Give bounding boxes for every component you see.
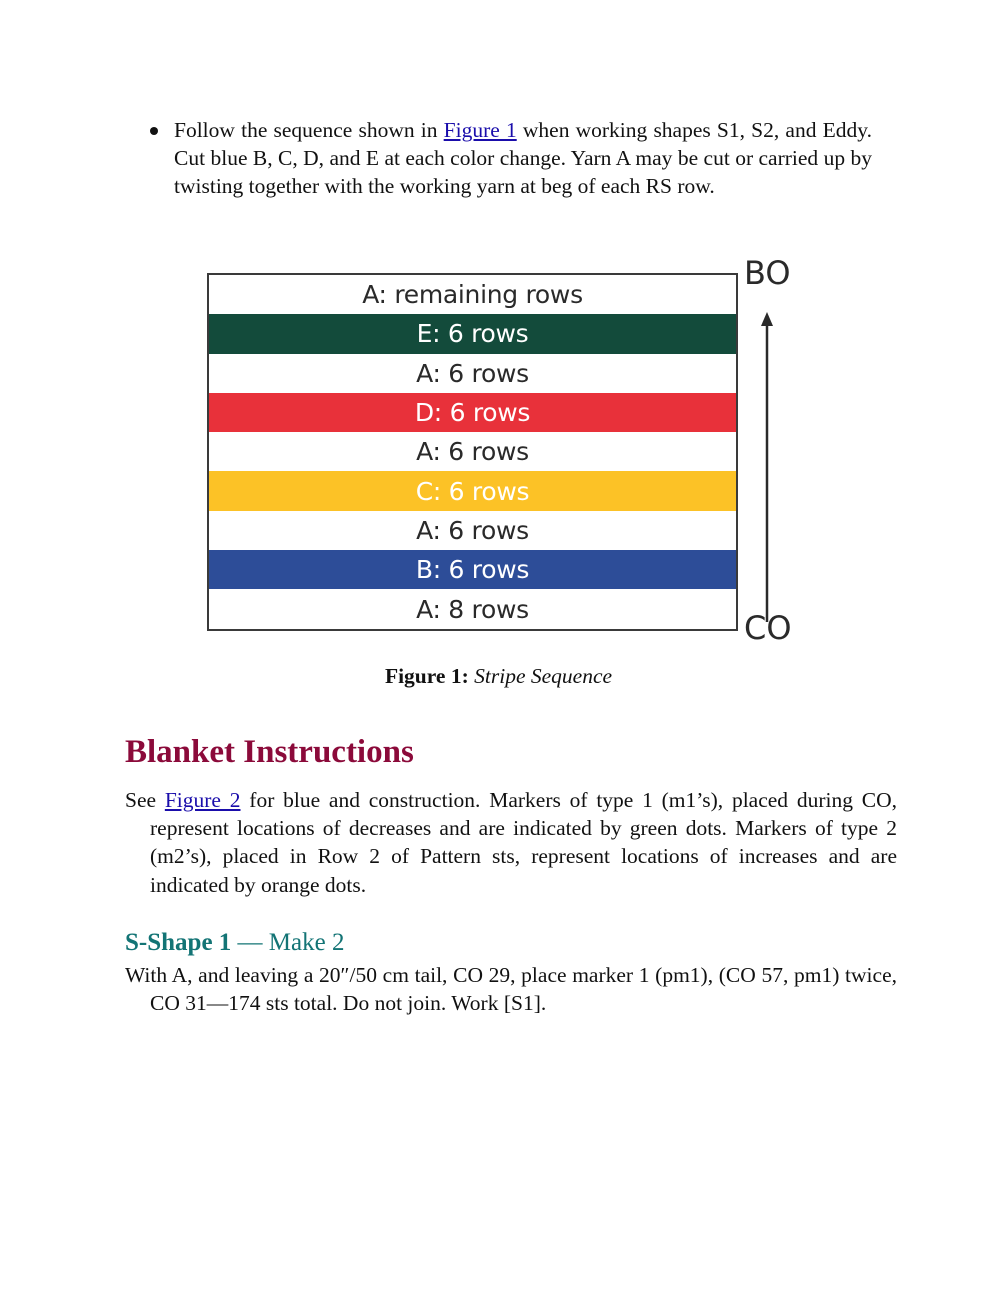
stripe-label: A: 6 rows — [416, 515, 529, 545]
stripe-row — [209, 354, 736, 393]
stripe-row — [209, 393, 736, 432]
stripe-label: A: 6 rows — [416, 437, 529, 467]
figure-caption — [0, 664, 997, 689]
bullet-list-item — [150, 116, 872, 201]
up-arrow-icon — [755, 310, 779, 630]
bullet-text: Follow the sequence shown in Figure 1 when working shapes S1, S2, and Eddy. Cut blue B, C, D, and E at each color change. Yarn A may be cut or carried up by twisting together with the working yarn at beg of each RS row. — [174, 118, 872, 199]
section-heading: Blanket Instructions — [125, 734, 414, 770]
figure-1-link[interactable]: Figure 1 — [443, 118, 517, 142]
s-shape-paragraph: With A, and leaving a 20″/50 cm tail, CO 29, place marker 1 (pm1), (CO 57, pm1) twice, CO 31—174 sts total. Do not join. Work [S1]. — [125, 963, 897, 1016]
stripe-row — [209, 314, 736, 353]
subheading-bold: S-Shape 1 — [125, 929, 232, 956]
instructions-paragraph: See Figure 2 for blue and construction. Markers of type 1 (m1’s), placed during CO, represent locations of decreases and are indicated by green dots. Markers of type 2 (m2’s), placed in Row 2 of Pattern sts, represent locations of increases and are indicated by orange dots. — [125, 788, 897, 897]
caption-text: Stripe Sequence — [474, 664, 613, 688]
stripe-row — [209, 432, 736, 471]
stripe-table — [207, 273, 738, 631]
stripe-label: E: 6 rows — [416, 319, 529, 349]
stripe-row — [209, 471, 736, 510]
co-label: CO — [744, 609, 792, 647]
figure-2-link[interactable]: Figure 2 — [164, 788, 241, 812]
bo-label: BO — [744, 254, 791, 292]
stripe-row — [209, 511, 736, 550]
stripe-label: A: 6 rows — [416, 358, 529, 388]
stripe-row — [209, 589, 736, 628]
stripe-label: A: 8 rows — [416, 594, 529, 624]
stripe-label: A: remaining rows — [362, 280, 583, 310]
stripe-row — [209, 550, 736, 589]
subsection-heading — [125, 929, 344, 957]
stripe-label: B: 6 rows — [415, 555, 530, 585]
stripe-row — [209, 275, 736, 314]
subheading-rest: — Make 2 — [231, 929, 345, 956]
stripe-sequence-figure — [207, 254, 807, 654]
stripe-label: D: 6 rows — [414, 398, 531, 428]
bullet-marker — [150, 127, 158, 135]
caption-label: Figure 1: — [384, 664, 469, 688]
stripe-label: C: 6 rows — [415, 476, 530, 506]
